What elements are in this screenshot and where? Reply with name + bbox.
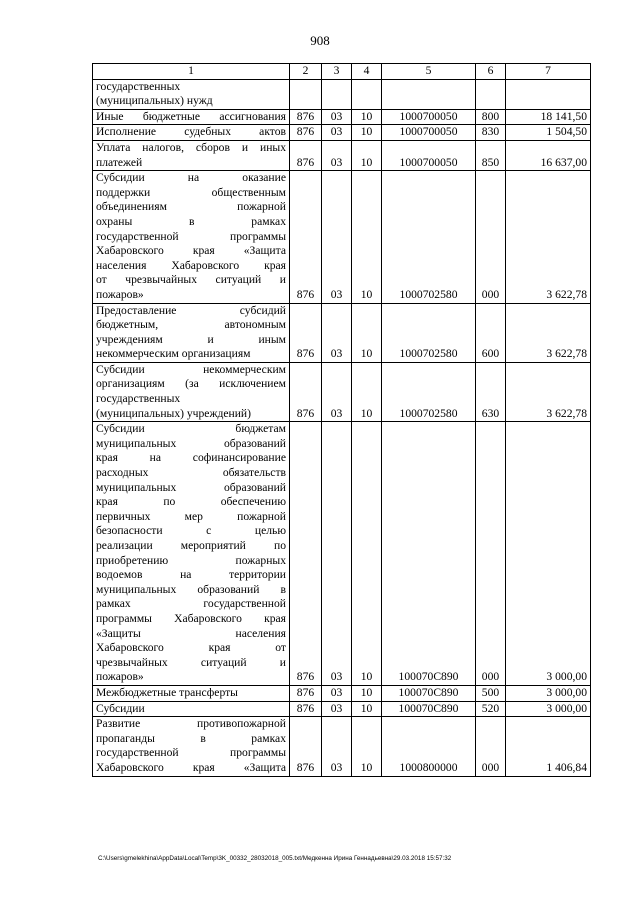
row-name-line: Развитие противопожарной: [96, 717, 286, 731]
row-name-line: Уплата налогов, сборов и иных: [96, 140, 286, 154]
row-name-line: охраны в рамках: [96, 214, 286, 228]
subsection-code-cell: [352, 79, 382, 109]
subsection-code-cell: 10: [352, 125, 382, 141]
table-row: [93, 109, 591, 125]
section-code-cell: 03: [322, 362, 352, 421]
row-name-line: Предоставление субсидий: [96, 303, 286, 317]
ministry-code-cell: 876: [290, 109, 322, 125]
row-name-line: чрезвычайных ситуаций и: [96, 655, 286, 669]
subsection-code-cell: 10: [352, 362, 382, 421]
row-name-line: Субсидии бюджетам: [96, 422, 286, 436]
target-article-cell: 1000702580: [382, 362, 476, 421]
expense-type-cell: 500: [476, 685, 506, 701]
table-row: [93, 140, 591, 170]
ministry-code-cell: 876: [290, 140, 322, 170]
table-row: [93, 125, 591, 141]
row-name-line: Субсидии на оказание: [96, 171, 286, 185]
header-cell: 5: [382, 64, 476, 80]
row-name-cell: [93, 362, 290, 421]
target-article-cell: 1000700050: [382, 125, 476, 141]
amount-cell: [506, 79, 591, 109]
subsection-code-cell: 10: [352, 717, 382, 776]
row-name-line: рамках государственной: [96, 597, 286, 611]
expense-type-cell: 830: [476, 125, 506, 141]
row-name-line: водоемов на территории: [96, 568, 286, 582]
row-name-line: края на софинансирование: [96, 451, 286, 465]
budget-table: [92, 63, 591, 777]
row-name-line: объединениям пожарной: [96, 200, 286, 214]
row-name-line: пожаров»: [96, 287, 144, 301]
header-cell: 1: [93, 64, 290, 80]
header-cell: 4: [352, 64, 382, 80]
amount-cell: 3 622,78: [506, 362, 591, 421]
expense-type-cell: 520: [476, 701, 506, 717]
ministry-code-cell: 876: [290, 685, 322, 701]
ministry-code-cell: 876: [290, 125, 322, 141]
table-row: [93, 717, 591, 776]
section-code-cell: 03: [322, 140, 352, 170]
row-name-line: расходных обязательств: [96, 466, 286, 480]
amount-cell: 3 000,00: [506, 685, 591, 701]
ministry-code-cell: 876: [290, 303, 322, 362]
expense-type-cell: 800: [476, 109, 506, 125]
amount-cell: 1 406,84: [506, 717, 591, 776]
table-row: [93, 701, 591, 717]
row-name-line: муниципальных образований: [96, 436, 286, 450]
row-name-line: государственной программы: [96, 229, 286, 243]
subsection-code-cell: 10: [352, 140, 382, 170]
row-name-cell: [93, 303, 290, 362]
section-code-cell: 03: [322, 685, 352, 701]
section-code-cell: 03: [322, 303, 352, 362]
section-code-cell: 03: [322, 125, 352, 141]
row-name-cell: [93, 701, 290, 717]
ministry-code-cell: 876: [290, 717, 322, 776]
row-name-line: Хабаровского края от: [96, 641, 286, 655]
amount-cell: 3 622,78: [506, 171, 591, 303]
target-article-cell: 1000700050: [382, 140, 476, 170]
header-cell: 2: [290, 64, 322, 80]
row-name-line: государственных: [96, 79, 181, 93]
expense-type-cell: [476, 79, 506, 109]
section-code-cell: [322, 79, 352, 109]
row-name-line: Межбюджетные трансферты: [96, 685, 238, 699]
row-name-cell: [93, 685, 290, 701]
row-name-cell: [93, 125, 290, 141]
amount-cell: 3 000,00: [506, 701, 591, 717]
target-article-cell: 100070С890: [382, 422, 476, 686]
header-cell: 6: [476, 64, 506, 80]
section-code-cell: 03: [322, 171, 352, 303]
target-article-cell: 100070С890: [382, 685, 476, 701]
header-cell: 3: [322, 64, 352, 80]
row-name-line: Хабаровского края «Защита: [96, 760, 286, 774]
expense-type-cell: 000: [476, 717, 506, 776]
row-name-line: организациям (за исключением: [96, 377, 286, 391]
table-header-row: [93, 64, 591, 80]
section-code-cell: 03: [322, 701, 352, 717]
row-name-line: программы Хабаровского края: [96, 611, 286, 625]
ministry-code-cell: 876: [290, 362, 322, 421]
row-name-line: края по обеспечению: [96, 495, 286, 509]
header-cell: 7: [506, 64, 591, 80]
expense-type-cell: 630: [476, 362, 506, 421]
ministry-code-cell: [290, 79, 322, 109]
amount-cell: 3 622,78: [506, 303, 591, 362]
row-name-line: реализации мероприятий по: [96, 539, 286, 552]
amount-cell: 3 000,00: [506, 422, 591, 686]
table-row: [93, 422, 591, 686]
subsection-code-cell: 10: [352, 171, 382, 303]
target-article-cell: 100070С890: [382, 701, 476, 717]
row-name-line: (муниципальных) учреждений): [96, 406, 251, 420]
amount-cell: 16 637,00: [506, 140, 591, 170]
expense-type-cell: 850: [476, 140, 506, 170]
expense-type-cell: 600: [476, 303, 506, 362]
table-row: [93, 303, 591, 362]
row-name-line: Субсидии: [96, 701, 145, 715]
target-article-cell: 1000700050: [382, 109, 476, 125]
row-name-line: Хабаровского края «Защита: [96, 244, 286, 258]
amount-cell: 18 141,50: [506, 109, 591, 125]
row-name-line: муниципальных образований в: [96, 582, 286, 596]
target-article-cell: 1000702580: [382, 303, 476, 362]
section-code-cell: 03: [322, 109, 352, 125]
target-article-cell: 1000702580: [382, 171, 476, 303]
subsection-code-cell: 10: [352, 685, 382, 701]
row-name-cell: [93, 717, 290, 776]
target-article-cell: 1000800000: [382, 717, 476, 776]
row-name-line: приобретению пожарных: [96, 553, 286, 567]
row-name-cell: [93, 422, 290, 686]
table-row: [93, 685, 591, 701]
row-name-line: государственной программы: [96, 746, 286, 760]
row-name-line: некоммерческим организациям: [96, 347, 251, 361]
section-code-cell: 03: [322, 717, 352, 776]
row-name-line: населения Хабаровского края: [96, 258, 286, 272]
row-name-cell: [93, 140, 290, 170]
row-name-cell: [93, 171, 290, 303]
table-row: [93, 362, 591, 421]
page-number: 908: [310, 33, 330, 48]
row-name-line: Субсидии некоммерческим: [96, 362, 286, 376]
row-name-line: платежей: [96, 155, 143, 169]
table-row: [93, 171, 591, 303]
row-name-line: (муниципальных) нужд: [96, 94, 213, 108]
amount-cell: 1 504,50: [506, 125, 591, 141]
row-name-cell: [93, 109, 290, 125]
row-name-line: пропаганды в рамках: [96, 731, 286, 745]
file-path-footer: C:\Users\gmelekhina\AppData\Local\Temp\3K_00332_28032018_005.txt/Медкенна Ирина Геннадьевна\29.03.2018 15:57:32: [98, 855, 452, 862]
section-code-cell: 03: [322, 422, 352, 686]
ministry-code-cell: 876: [290, 422, 322, 686]
expense-type-cell: 000: [476, 171, 506, 303]
row-name-line: «Защиты населения: [96, 626, 286, 640]
row-name-line: Исполнение судебных актов: [96, 125, 286, 139]
row-name-line: первичных мер пожарной: [96, 509, 286, 523]
table-row: [93, 79, 591, 109]
row-name-line: Иные бюджетные ассигнования: [96, 109, 286, 123]
subsection-code-cell: 10: [352, 303, 382, 362]
subsection-code-cell: 10: [352, 109, 382, 125]
row-name-line: пожаров»: [96, 670, 144, 684]
row-name-line: учреждениям и иным: [96, 332, 286, 346]
row-name-cell: [93, 79, 290, 109]
subsection-code-cell: 10: [352, 701, 382, 717]
row-name-line: от чрезвычайных ситуаций и: [96, 273, 286, 287]
row-name-line: безопасности с целью: [96, 524, 286, 538]
ministry-code-cell: 876: [290, 171, 322, 303]
row-name-line: муниципальных образований: [96, 480, 286, 494]
row-name-line: бюджетным, автономным: [96, 318, 286, 332]
row-name-line: государственных: [96, 392, 181, 406]
expense-type-cell: 000: [476, 422, 506, 686]
target-article-cell: [382, 79, 476, 109]
row-name-line: поддержки общественным: [96, 185, 286, 199]
subsection-code-cell: 10: [352, 422, 382, 686]
ministry-code-cell: 876: [290, 701, 322, 717]
